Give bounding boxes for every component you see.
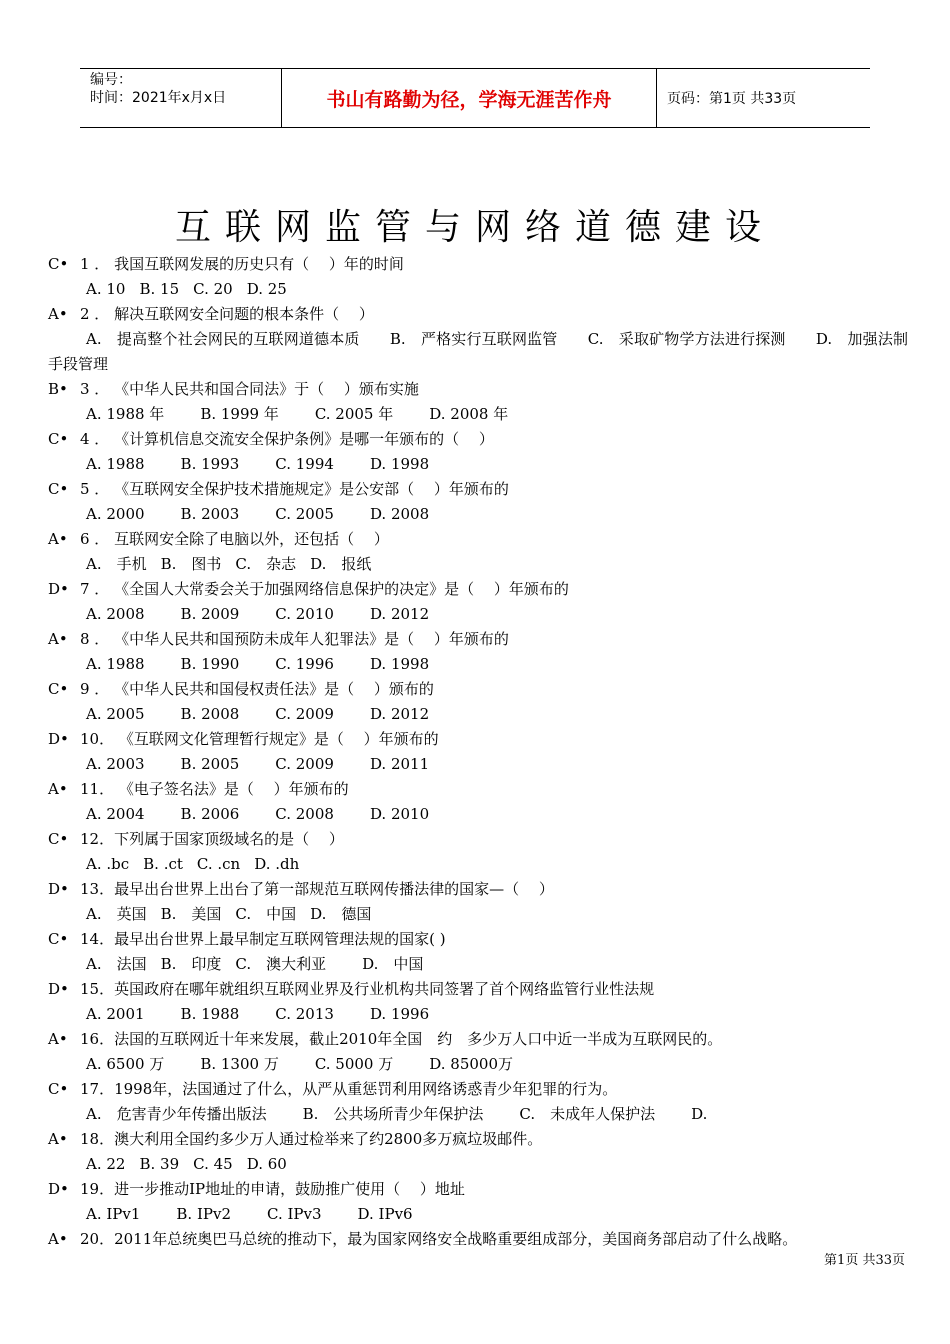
question-text: 15．英国政府在哪年就组织互联网业界及行业机构共同签署了首个网络监管行业性法规 [80,980,655,998]
option-item: A. IPv1 [86,1205,141,1223]
question-text: 14．最早出台世界上最早制定互联网管理法规的国家( ) [80,930,446,948]
header-meta [80,69,282,127]
question-row [48,627,908,652]
option-item: C. 1994 [275,455,334,473]
answer-key: C• [48,255,69,273]
answer-key: D• [48,980,69,998]
option-item: A. 1988 [86,655,145,673]
option-item: A. 2003 [86,755,145,773]
option-row [48,502,908,527]
option-item: B. 15 [139,280,180,298]
option-item: A. 2000 [86,505,145,523]
question-row [48,777,908,802]
option-item: D. 1996 [369,1005,430,1023]
question-text: 5 ． 《互联网安全保护技术措施规定》是公安部（ ）年颁布的 [80,480,509,498]
question-row [48,1227,908,1252]
time-label: 时间：2021年x月x日 [90,90,227,106]
option-row [48,902,908,927]
answer-key: C• [48,830,69,848]
question-text: 7 ． 《全国人大常委会关于加强网络信息保护的决定》是（ ）年颁布的 [80,580,569,598]
question-row [48,727,908,752]
option-item: B. 美国 [160,905,222,923]
option-item: D. 1998 [369,455,430,473]
question-row [48,927,908,952]
answer-key: A• [48,1030,68,1048]
option-item: D. 85000万 [429,1055,513,1073]
option-item: D. 2012 [369,705,430,723]
question-text: 16．法国的互联网近十年来发展，截止2010年全国 约 多少万人口中近一半成为互联网民的。 [80,1030,723,1048]
question-text: 18．澳大利用全国约多少万人通过检举来了约2800多万疯垃圾邮件。 [80,1130,543,1148]
option-row-wrapped: A. 提高整个社会网民的互联网道德本质 B. 严格实行互联网监管 C. 采取矿物学方法进行探测 D. 加强法制手段管理 [48,330,908,373]
answer-key: C• [48,430,69,448]
option-item: B. 1988 [180,1005,240,1023]
option-item: D. 60 [246,1155,287,1173]
code-label: 编号： [90,72,132,88]
option-item: A. 英国 [86,905,147,923]
option-item: D. 中国 [362,955,424,973]
answer-key: C• [48,1080,69,1098]
question-text: 13．最早出台世界上出台了第一部规范互联网传播法律的国家—（ ） [80,880,554,898]
option-row [48,1202,908,1227]
option-item: B. 1999 年 [200,405,279,423]
option-item: B. 1990 [180,655,240,673]
question-text: 1 ． 我国互联网发展的历史只有（ ）年的时间 [80,255,404,273]
option-item: C. 中国 [235,905,297,923]
question-row [48,877,908,902]
question-row [48,377,908,402]
question-text: 8 ． 《中华人民共和国预防未成年人犯罪法》是（ ）年颁布的 [80,630,509,648]
option-item: A. .bc [86,855,130,873]
option-item: D. 2012 [369,605,430,623]
answer-key: B• [48,380,68,398]
question-row [48,677,908,702]
question-row [48,1177,908,1202]
page-footer: 第1页 共33页 [824,1253,905,1268]
option-item: B. 2009 [180,605,240,623]
question-row [48,977,908,1002]
question-row [48,1077,908,1102]
option-row [48,1102,908,1127]
option-item: D. 报纸 [310,555,372,573]
question-text: 20．2011年总统奥巴马总统的推动下，最为国家网络安全战略重要组成部分，美国商务部启动了什么战略。 [80,1230,798,1248]
option-item: B. 2005 [180,755,240,773]
answer-key: A• [48,305,68,323]
option-row [48,752,908,777]
option-item: D. 德国 [310,905,372,923]
option-item: C. 5000 万 [314,1055,394,1073]
option-row [48,452,908,477]
option-item: A. 手机 [86,555,147,573]
option-item: C. .cn [196,855,241,873]
document-title: 互联网监管与网络道德建设 [174,207,775,248]
option-row [48,552,908,577]
answer-key: A• [48,630,68,648]
option-item: D. 1998 [369,655,430,673]
option-item: D. .dh [254,855,300,873]
option-item: A. 22 [86,1155,126,1173]
option-item: A. 2005 [86,705,145,723]
option-item: B. 图书 [160,555,222,573]
option-item: C. 2013 [275,1005,334,1023]
option-item: A. 法国 [86,955,147,973]
question-row [48,1127,908,1152]
option-item: B. .ct [143,855,183,873]
option-item: C. 45 [193,1155,233,1173]
option-item: C. 2010 [275,605,334,623]
option-item: C. 2008 [275,805,334,823]
option-row [48,1052,908,1077]
answer-key: A• [48,780,68,798]
question-text: 6 ． 互联网安全除了电脑以外，还包括（ ） [80,530,389,548]
option-item: D. 25 [246,280,287,298]
option-item: A. 1988 [86,455,145,473]
option-row [48,402,908,427]
question-row [48,1027,908,1052]
option-item: A. 2004 [86,805,145,823]
option-item: D. 2010 [369,805,430,823]
answer-key: C• [48,480,69,498]
question-text: 3 ． 《中华人民共和国合同法》于（ ）颁布实施 [80,380,419,398]
answer-key: D• [48,580,69,598]
option-item: C. 2009 [275,705,334,723]
option-row [48,852,908,877]
answer-key: C• [48,680,69,698]
option-item: C. 杂志 [235,555,297,573]
option-item: D. 2008 年 [429,405,509,423]
option-item: D. [691,1105,708,1123]
header-motto: 书山有路勤为径，学海无涯苦作舟 [282,69,657,127]
option-item: A. 6500 万 [86,1055,165,1073]
option-item: B. 1300 万 [200,1055,279,1073]
option-row [48,1152,908,1177]
option-item: D. IPv6 [357,1205,413,1223]
option-item: D. 2008 [369,505,430,523]
option-item: B. 2006 [180,805,240,823]
question-row [48,577,908,602]
option-row [48,802,908,827]
option-item: B. 2008 [180,705,240,723]
question-row [48,302,908,327]
option-item: C. IPv3 [267,1205,322,1223]
question-text: 11． 《电子签名法》是（ ）年颁布的 [80,780,349,798]
option-item: B. 39 [139,1155,180,1173]
option-row [48,277,908,302]
question-row [48,477,908,502]
option-item: A. 10 [86,280,126,298]
header-page-info: 页码：第1页 共33页 [667,91,797,107]
answer-key: A• [48,1230,68,1248]
question-text: 12．下列属于国家顶级域名的是（ ） [80,830,344,848]
question-text: 2 ． 解决互联网安全问题的根本条件（ ） [80,305,374,323]
option-row [48,952,908,977]
option-item: A. 1988 年 [86,405,165,423]
option-item: B. 印度 [160,955,222,973]
answer-key: A• [48,530,68,548]
option-row [48,702,908,727]
option-item: C. 2005 [275,505,334,523]
option-item: D. 2011 [369,755,430,773]
option-item: C. 未成年人保护法 [519,1105,656,1123]
option-item: B. IPv2 [176,1205,232,1223]
question-text: 19．进一步推动IP地址的申请，鼓励推广使用（ ）地址 [80,1180,465,1198]
option-row [48,652,908,677]
option-row [48,602,908,627]
question-row [48,252,908,277]
answer-key: D• [48,730,69,748]
question-text: 9 ． 《中华人民共和国侵权责任法》是（ ）颁布的 [80,680,434,698]
option-item: B. 1993 [180,455,240,473]
option-item: C. 1996 [275,655,334,673]
option-item: C. 20 [193,280,233,298]
answer-key: D• [48,880,69,898]
answer-key: D• [48,1180,69,1198]
question-row [48,827,908,852]
option-item: C. 2009 [275,755,334,773]
option-item: B. 2003 [180,505,240,523]
option-row [48,1002,908,1027]
question-list [48,252,908,1252]
question-text: 4 ． 《计算机信息交流安全保护条例》是哪一年颁布的（ ） [80,430,494,448]
option-item: A. 危害青少年传播出版法 [86,1105,267,1123]
option-item: C. 2005 年 [314,405,394,423]
answer-key: A• [48,1130,68,1148]
option-item: C. 澳大利亚 [235,955,327,973]
option-item: A. 2008 [86,605,145,623]
question-row [48,427,908,452]
page-header [80,68,870,128]
answer-key: C• [48,930,69,948]
option-item: B. 公共场所青少年保护法 [302,1105,484,1123]
question-text: 17．1998年，法国通过了什么，从严从重惩罚利用网络诱惑青少年犯罪的行为。 [80,1080,618,1098]
question-text: 10． 《互联网文化管理暂行规定》是（ ）年颁布的 [80,730,439,748]
option-item: A. 2001 [86,1005,145,1023]
question-row [48,527,908,552]
